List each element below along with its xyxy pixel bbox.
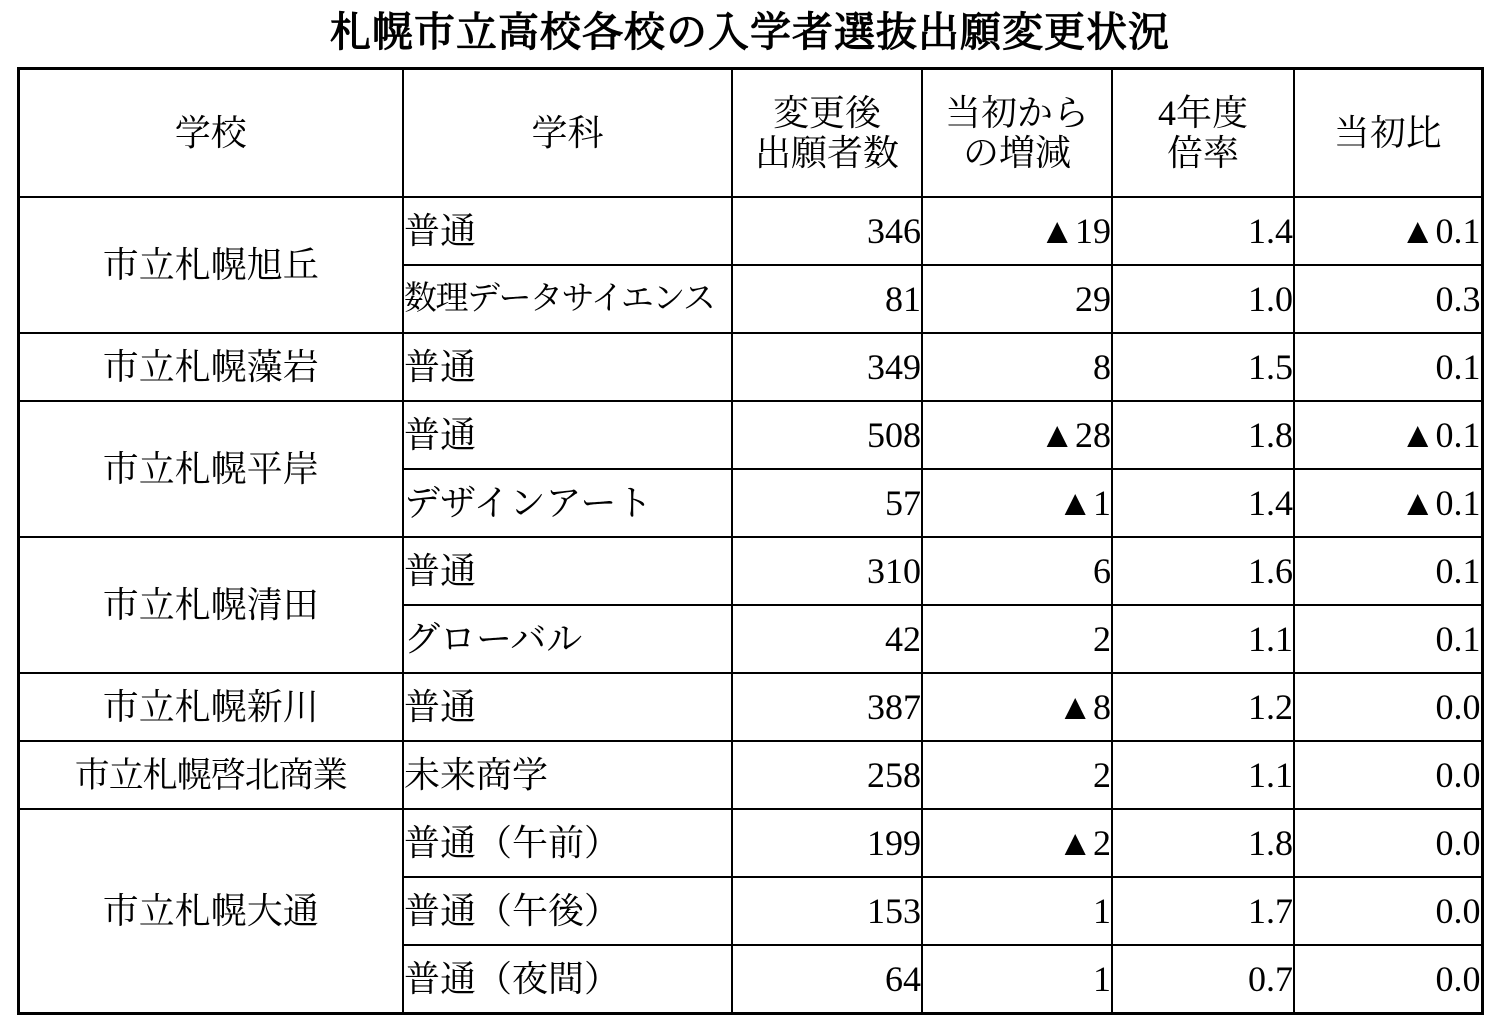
cell-change: 6 [922, 537, 1112, 605]
cell-compare: ▲0.1 [1294, 469, 1482, 537]
table-body [18, 69, 1482, 1014]
table-row [18, 197, 1482, 265]
cell-course: グローバル [403, 605, 732, 673]
cell-applicants-after: 153 [732, 877, 922, 945]
table-row [18, 809, 1482, 877]
cell-course: 数理データサイエンス [403, 265, 732, 333]
table-row [18, 333, 1482, 401]
cell-applicants-after: 310 [732, 537, 922, 605]
column-header-rate-line1: 4年度 [1157, 92, 1248, 133]
cell-compare: ▲0.1 [1294, 197, 1482, 265]
cell-compare: 0.0 [1294, 673, 1482, 741]
cell-applicants-after: 57 [732, 469, 922, 537]
column-header-course: 学科 [403, 69, 732, 198]
page-title: 札幌市立高校各校の入学者選抜出願変更状況 [330, 9, 1170, 55]
cell-compare: 0.3 [1294, 265, 1482, 333]
cell-rate: 1.1 [1112, 605, 1294, 673]
column-header-change-line2: の増減 [962, 133, 1071, 174]
cell-change: ▲1 [922, 469, 1112, 537]
column-header-school: 学校 [18, 69, 403, 198]
table-header-row [18, 69, 1482, 198]
cell-compare: 0.0 [1294, 809, 1482, 877]
cell-compare: 0.0 [1294, 741, 1482, 809]
cell-compare: 0.1 [1294, 605, 1482, 673]
cell-rate: 1.8 [1112, 401, 1294, 469]
column-header-change [922, 69, 1112, 198]
cell-change: ▲8 [922, 673, 1112, 741]
cell-school: 市立札幌大通 [18, 809, 403, 1014]
column-header-rate-line2: 倍率 [1166, 133, 1239, 174]
cell-school: 市立札幌旭丘 [18, 197, 403, 333]
cell-change: 8 [922, 333, 1112, 401]
cell-change: 1 [922, 877, 1112, 945]
cell-applicants-after: 349 [732, 333, 922, 401]
cell-change: 29 [922, 265, 1112, 333]
cell-rate: 1.2 [1112, 673, 1294, 741]
cell-course: 普通 [403, 537, 732, 605]
cell-applicants-after: 508 [732, 401, 922, 469]
cell-course: 普通（夜間） [403, 945, 732, 1014]
cell-change: 2 [922, 605, 1112, 673]
cell-change: 2 [922, 741, 1112, 809]
cell-compare: 0.1 [1294, 537, 1482, 605]
cell-rate: 1.4 [1112, 469, 1294, 537]
cell-change: ▲19 [922, 197, 1112, 265]
cell-compare: 0.1 [1294, 333, 1482, 401]
column-header-applicants-after [732, 69, 922, 198]
cell-compare: 0.0 [1294, 877, 1482, 945]
cell-rate: 1.0 [1112, 265, 1294, 333]
table-row [18, 537, 1482, 605]
cell-school: 市立札幌平岸 [18, 401, 403, 537]
cell-course: 普通 [403, 333, 732, 401]
cell-applicants-after: 387 [732, 673, 922, 741]
cell-school: 市立札幌藻岩 [18, 333, 403, 401]
cell-school: 市立札幌新川 [18, 673, 403, 741]
cell-course: 普通（午後） [403, 877, 732, 945]
cell-course: 普通 [403, 673, 732, 741]
cell-rate: 1.5 [1112, 333, 1294, 401]
column-header-applicants-after-line1: 変更後 [772, 92, 881, 133]
cell-applicants-after: 64 [732, 945, 922, 1014]
cell-course: デザインアート [403, 469, 732, 537]
cell-compare: ▲0.1 [1294, 401, 1482, 469]
admissions-table [17, 67, 1484, 1015]
cell-school: 市立札幌啓北商業 [18, 741, 403, 809]
column-header-applicants-after-line2: 出願者数 [754, 133, 899, 174]
cell-compare: 0.0 [1294, 945, 1482, 1014]
cell-applicants-after: 81 [732, 265, 922, 333]
cell-rate: 1.7 [1112, 877, 1294, 945]
table-row [18, 401, 1482, 469]
cell-applicants-after: 346 [732, 197, 922, 265]
cell-rate: 0.7 [1112, 945, 1294, 1014]
cell-course: 普通 [403, 401, 732, 469]
table-row [18, 673, 1482, 741]
cell-rate: 1.6 [1112, 537, 1294, 605]
cell-rate: 1.4 [1112, 197, 1294, 265]
column-header-change-line1: 当初から [944, 92, 1089, 133]
cell-rate: 1.1 [1112, 741, 1294, 809]
cell-change: ▲28 [922, 401, 1112, 469]
cell-change: 1 [922, 945, 1112, 1014]
cell-school: 市立札幌清田 [18, 537, 403, 673]
column-header-compare: 当初比 [1294, 69, 1482, 198]
cell-course: 普通（午前） [403, 809, 732, 877]
cell-applicants-after: 199 [732, 809, 922, 877]
table-row [18, 741, 1482, 809]
cell-applicants-after: 258 [732, 741, 922, 809]
cell-rate: 1.8 [1112, 809, 1294, 877]
cell-applicants-after: 42 [732, 605, 922, 673]
cell-course: 普通 [403, 197, 732, 265]
cell-course: 未来商学 [403, 741, 732, 809]
column-header-rate [1112, 69, 1294, 198]
cell-change: ▲2 [922, 809, 1112, 877]
